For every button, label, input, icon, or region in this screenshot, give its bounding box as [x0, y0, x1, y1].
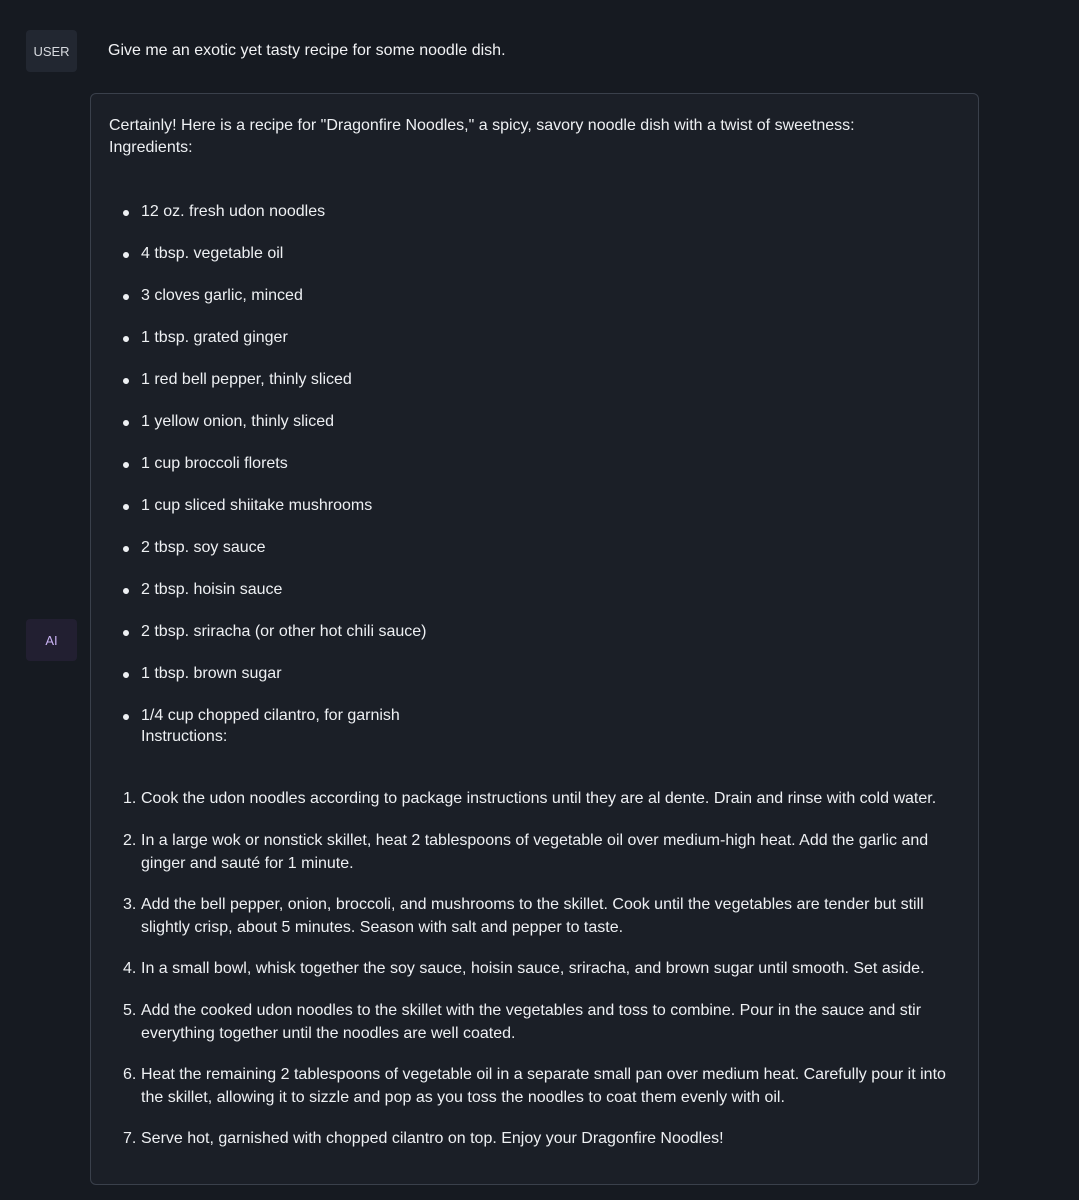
step-text: Add the cooked udon noodles to the skillet with the vegetables and toss to combine. Pour in the sauce and stir everything together until the noodles are well coated.: [141, 1002, 922, 1042]
step-text: In a small bowl, whisk together the soy sauce, hoisin sauce, sriracha, and brown sugar until smooth. Set aside.: [141, 960, 925, 977]
ingredient-item: 2 tbsp. sriracha (or other hot chili sauce): [141, 621, 426, 663]
instruction-step: [123, 894, 956, 939]
instructions-heading: Instructions:: [141, 728, 228, 745]
instruction-step: [123, 1128, 956, 1151]
step-number: 6.: [123, 1066, 137, 1083]
step-number: 4.: [123, 960, 137, 977]
instruction-step: [123, 830, 956, 875]
step-number: 7.: [123, 1130, 137, 1147]
ai-response-card: [90, 93, 979, 1185]
ai-role-badge: AI: [26, 619, 77, 661]
ingredient-item: 3 cloves garlic, minced: [141, 285, 426, 327]
ingredient-item: 2 tbsp. hoisin sauce: [141, 579, 426, 621]
ingredient-item: 4 tbsp. vegetable oil: [141, 243, 426, 285]
step-number: 2.: [123, 832, 137, 849]
step-text: Add the bell pepper, onion, broccoli, and mushrooms to the skillet. Cook until the vegetables are tender but still slightly crisp, about 5 minutes. Season with salt and pepper to taste.: [141, 896, 924, 936]
ingredient-item: 1/4 cup chopped cilantro, for garnish: [141, 705, 426, 747]
ingredient-item: 1 cup sliced shiitake mushrooms: [141, 495, 426, 537]
ingredient-item: 1 tbsp. brown sugar: [141, 663, 426, 705]
response-intro: [109, 115, 855, 159]
step-text: Cook the udon noodles according to package instructions until they are al dente. Drain and rinse with cold water.: [141, 790, 937, 807]
instruction-step: [123, 1000, 956, 1045]
step-text: Heat the remaining 2 tablespoons of vegetable oil in a separate small pan over medium heat. Carefully pour it into the skillet, allowing it to sizzle and pop as you toss the noodles to coat them evenly with oil.: [141, 1066, 946, 1106]
user-message: Give me an exotic yet tasty recipe for some noodle dish.: [108, 42, 506, 59]
user-role-badge: USER: [26, 30, 77, 72]
instruction-step: [123, 1064, 956, 1109]
step-number: 3.: [123, 896, 137, 913]
ingredient-item: 1 yellow onion, thinly sliced: [141, 411, 426, 453]
ingredients-heading: Ingredients:: [109, 139, 193, 156]
intro-text: Certainly! Here is a recipe for "Dragonfire Noodles," a spicy, savory noodle dish with a twist of sweetness:: [109, 117, 855, 134]
step-number: 5.: [123, 1002, 137, 1019]
ingredient-item: 1 tbsp. grated ginger: [141, 327, 426, 369]
step-number: 1.: [123, 790, 137, 807]
instruction-step: [123, 788, 956, 811]
ingredient-item: 2 tbsp. soy sauce: [141, 537, 426, 579]
step-text: In a large wok or nonstick skillet, heat 2 tablespoons of vegetable oil over medium-high heat. Add the garlic and ginger and sauté for 1 minute.: [141, 832, 929, 872]
ingredient-item: 12 oz. fresh udon noodles: [141, 201, 426, 243]
ingredient-item: 1 cup broccoli florets: [141, 453, 426, 495]
instruction-step: [123, 958, 956, 981]
step-text: Serve hot, garnished with chopped cilantro on top. Enjoy your Dragonfire Noodles!: [141, 1130, 724, 1147]
ingredients-list: [141, 201, 426, 747]
ingredient-item: 1 red bell pepper, thinly sliced: [141, 369, 426, 411]
